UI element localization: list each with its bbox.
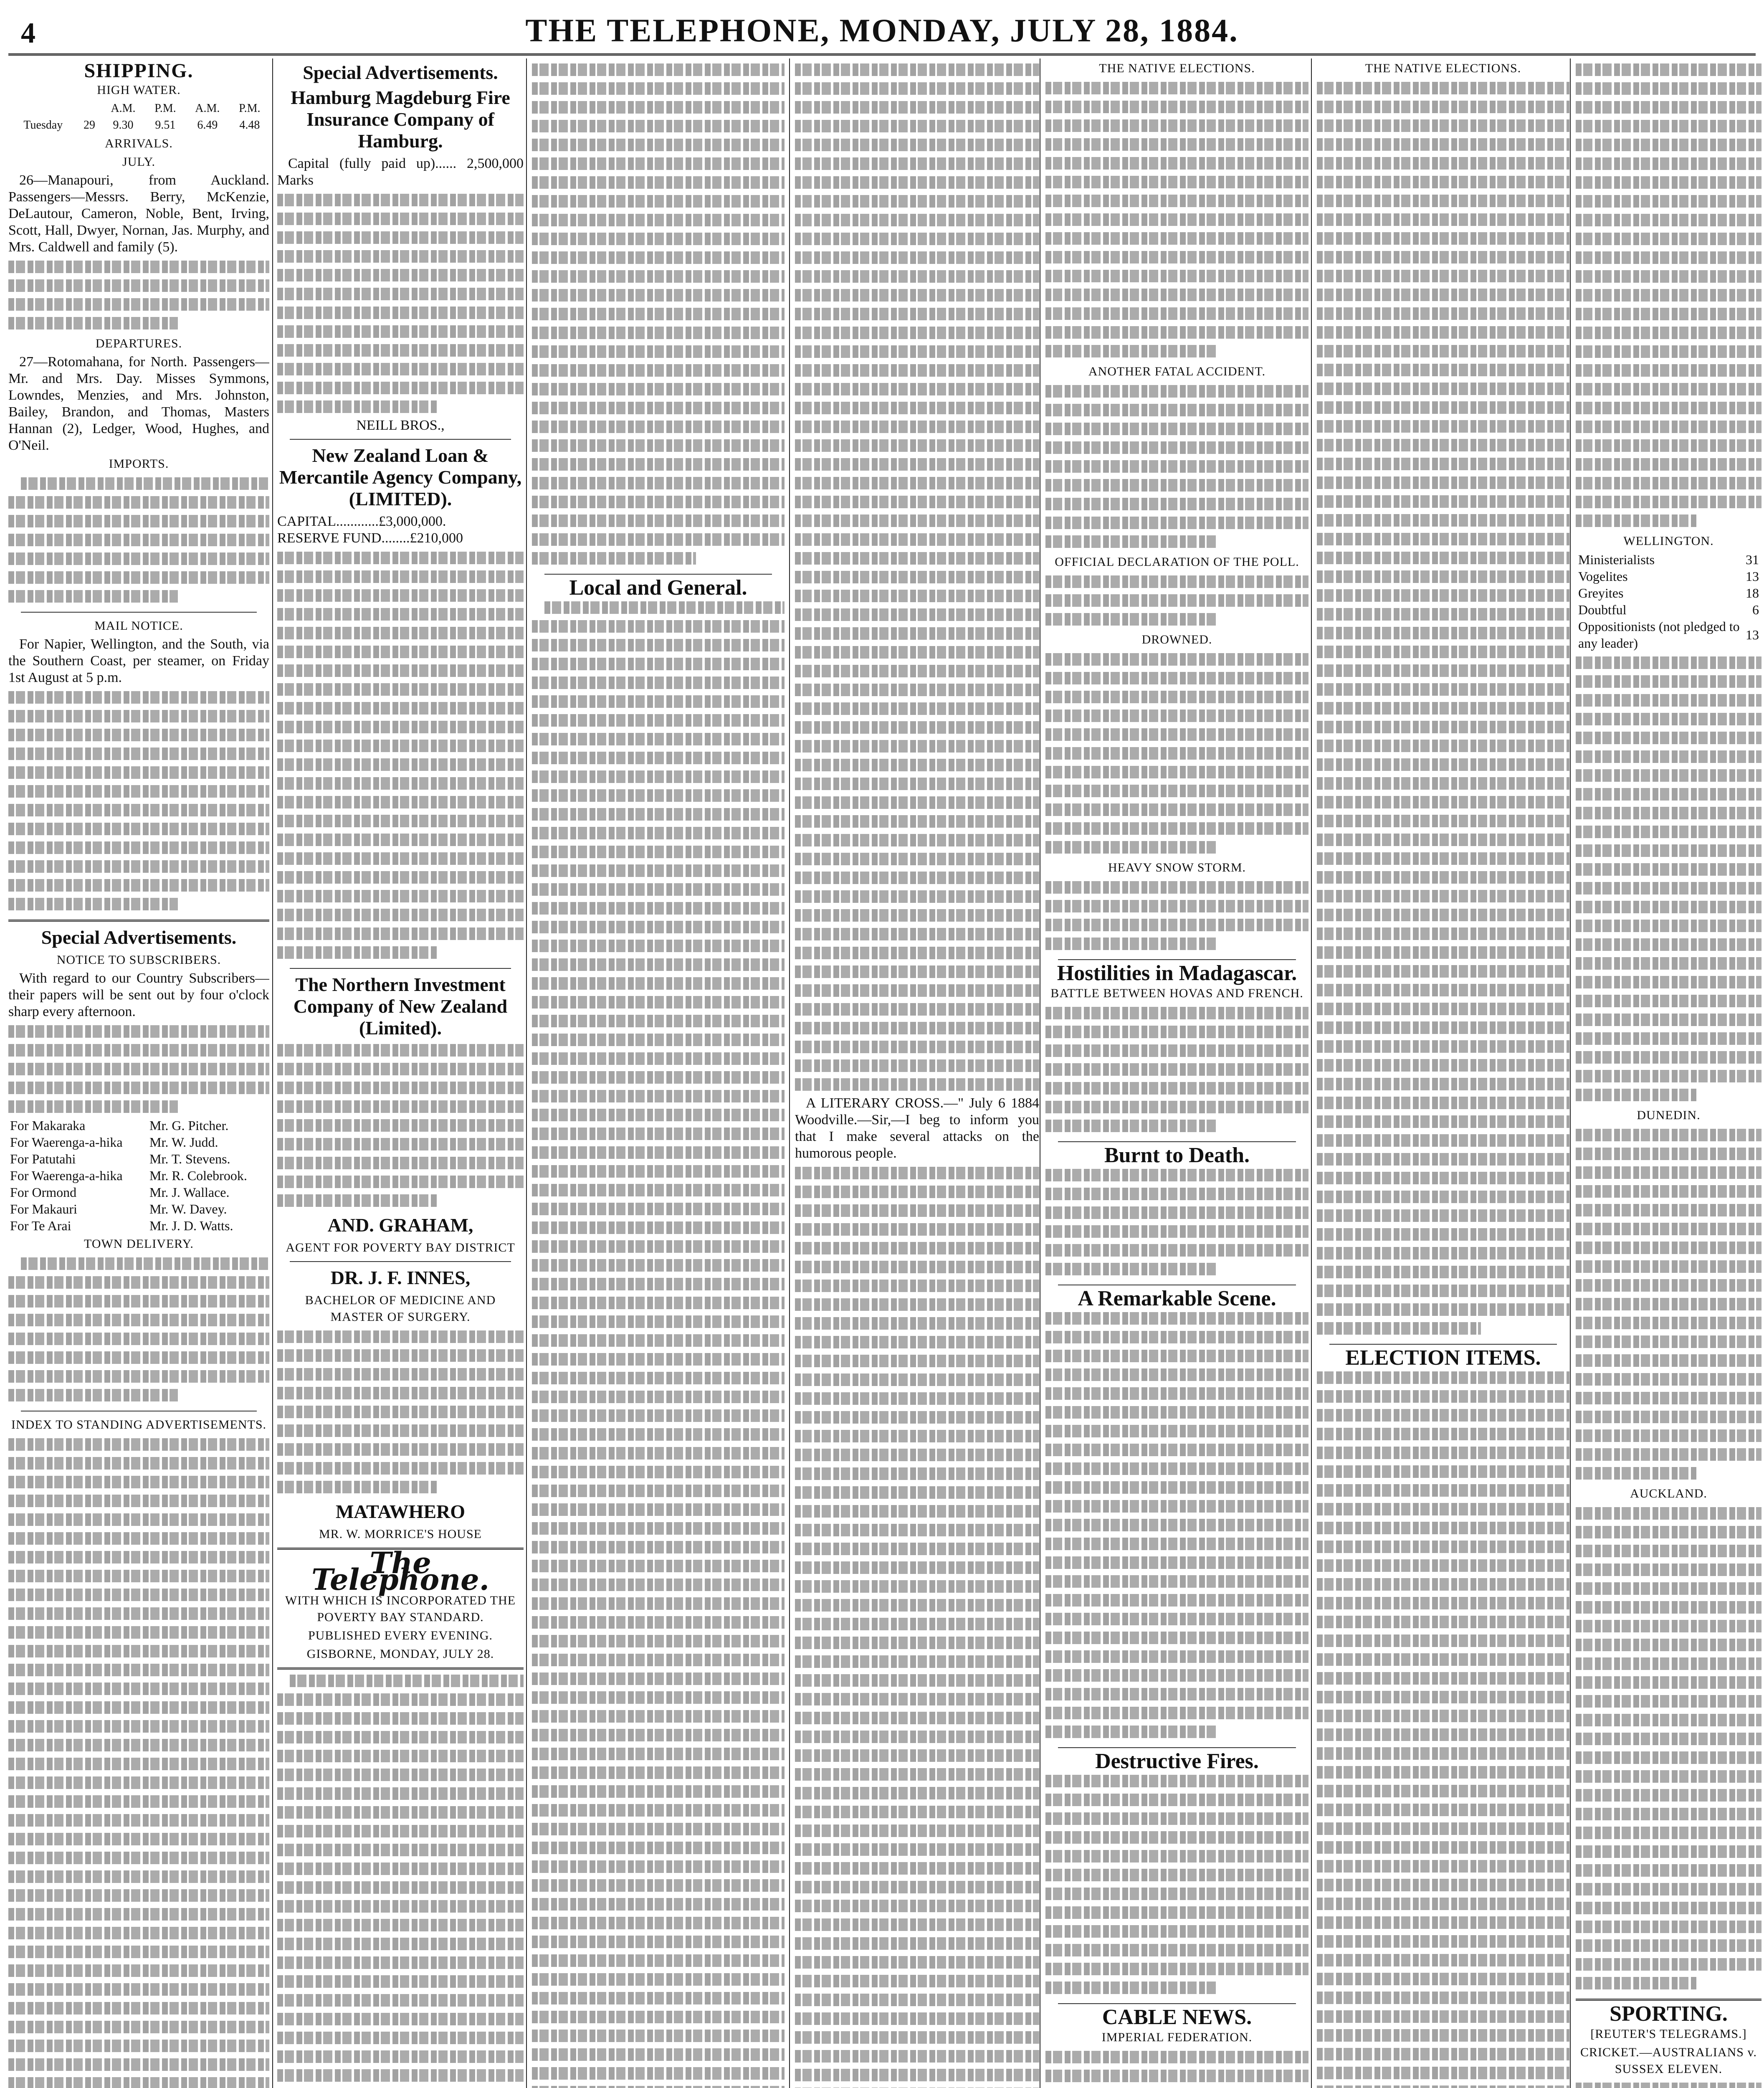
dunedin-heading: DUNEDIN. <box>1637 1108 1701 1122</box>
special-ads-heading: Special Advertisements. <box>41 927 237 948</box>
logo-subtitle: WITH WHICH IS INCORPORATED THE POVERTY BAY STANDARD. <box>285 1594 516 1624</box>
column-3 <box>526 58 785 2088</box>
sporting-heading: SPORTING. <box>1610 2002 1728 2026</box>
party-row: Vogelites 13 <box>1578 569 1759 584</box>
page-number: 4 <box>21 17 35 49</box>
battle-subheading: BATTLE BETWEEN HOVAS AND FRENCH. <box>1050 986 1303 1000</box>
capital-line: CAPITAL............£3,000,000. <box>277 514 446 529</box>
snowstorm-lines <box>1045 881 1308 954</box>
column-6-top-lines <box>1317 82 1569 1339</box>
departures-text: 27—Rotomahana, for North. Passengers—Mr. and Mrs. Day. Misses Symmons, Lowndes, Menzies, and Mrs. Johnston, Bailey, Brandon, and Thomas, Masters Hannan (2), Ledger, Wood, Hughes, and O'Neil. <box>8 354 269 453</box>
agent-row: For Makauri Mr. W. Davey. <box>10 1201 227 1216</box>
editorial-continued-lines <box>532 63 785 569</box>
cable-news-heading: CABLE NEWS. <box>1102 2005 1252 2029</box>
nz-loan-lines <box>277 552 524 963</box>
arrivals-heading: ARRIVALS. <box>105 137 173 150</box>
double-rule <box>8 920 269 922</box>
departures-heading: DEPARTURES. <box>95 337 182 350</box>
agent-row: For Waerenga-a-hika Mr. R. Colebrook. <box>10 1168 247 1183</box>
northern-lines <box>277 1044 524 1211</box>
party-numbers-table <box>1576 551 1761 651</box>
notice-lines <box>8 1025 269 1117</box>
hostilities-heading: Hostilities in Madagascar. <box>1057 961 1297 985</box>
tide-row: Tuesday 29 9.30 9.51 6.49 4.48 <box>23 119 260 132</box>
election-items-lines <box>1317 1371 1569 2088</box>
hamburg-capital: Capital (fully paid up)...... 2,500,000 Marks <box>277 156 524 188</box>
agents-table <box>8 1117 269 1234</box>
column-4 <box>789 58 1039 2088</box>
town-delivery-lines <box>8 1257 269 1406</box>
telephone-logo: The Telephone. <box>311 1546 490 1597</box>
election-items-heading: ELECTION ITEMS. <box>1345 1346 1541 1370</box>
newspaper-title: THE TELEPHONE, MONDAY, JULY 28, 1884. <box>525 12 1239 48</box>
drowned-lines <box>1045 653 1308 858</box>
index-lines <box>8 1438 269 2088</box>
remarkable-lines <box>1045 1312 1308 1742</box>
column-4-lines <box>795 1167 1039 2088</box>
destructive-lines <box>1045 1775 1308 1998</box>
andgraham-name: AND. GRAHAM, <box>327 1214 473 1236</box>
reuters-label: [REUTER'S TELEGRAMS.] <box>1590 2027 1747 2041</box>
imports-heading: IMPORTS. <box>109 457 169 471</box>
declaration-of-poll-heading: OFFICIAL DECLARATION OF THE POLL. <box>1055 555 1299 569</box>
heavy-snow-storm-heading: HEAVY SNOW STORM. <box>1108 861 1246 874</box>
burnt-to-death-heading: Burnt to Death. <box>1104 1143 1250 1167</box>
remarkable-scene-heading: A Remarkable Scene. <box>1078 1287 1276 1310</box>
tide-table <box>8 100 269 134</box>
drowned-heading: DROWNED. <box>1141 633 1212 646</box>
divider <box>1329 1344 1557 1345</box>
arrivals-month: JULY. <box>122 155 155 169</box>
agent-row: For Ormond Mr. J. Wallace. <box>10 1185 230 1200</box>
party-row: Greyites 18 <box>1578 585 1759 601</box>
agent-row: For Makaraka Mr. G. Pitcher. <box>10 1118 229 1133</box>
another-fatal-lines <box>1045 385 1308 552</box>
doctor-name: DR. J. F. INNES, <box>330 1267 471 1288</box>
double-rule <box>1576 1999 1761 2001</box>
party-row: Oppositionists (not pledged to any leader) 13 <box>1578 619 1759 651</box>
special-ads-heading-2: Special Advertisements. <box>303 62 498 83</box>
divider <box>544 574 772 575</box>
column-6 <box>1311 58 1569 2088</box>
published-line: PUBLISHED EVERY EVENING. <box>308 1629 493 1642</box>
destructive-fires-heading: Destructive Fires. <box>1095 1749 1259 1773</box>
matawhero: MATAWHERO <box>335 1501 466 1522</box>
column-7-top-lines <box>1576 63 1761 531</box>
native-elections-lines <box>1045 82 1308 362</box>
literary-cross-text: A LITERARY CROSS.—" July 6 1884 Woodville.—Sir,—I beg to inform you that I make several attacks on the humorous people. <box>795 1095 1039 1161</box>
editorial-lines <box>277 1675 524 2088</box>
notice-subscribers-heading: NOTICE TO SUBSCRIBERS. <box>56 953 221 967</box>
native-elections-2-heading: THE NATIVE ELECTIONS. <box>1365 61 1521 75</box>
local-general-lines <box>532 601 785 2088</box>
mail-notice-heading: MAIL NOTICE. <box>94 619 183 633</box>
divider <box>290 1261 511 1262</box>
andgraham-sub: AGENT FOR POVERTY BAY DISTRICT <box>286 1241 515 1254</box>
shipping-heading: SHIPPING. <box>84 60 194 82</box>
agent-name: NEILL BROS., <box>356 418 445 433</box>
notice-subscribers-text: With regard to our Country Subscribers—their papers will be sent out by four o'clock sharp every afternoon. <box>8 971 269 1019</box>
hamburg-lines <box>277 194 524 417</box>
northern-investment-heading: The Northern Investment Company of New Zealand (Limited). <box>293 974 508 1039</box>
cricket-heading: CRICKET.—AUSTRALIANS v. SUSSEX ELEVEN. <box>1580 2045 1757 2076</box>
declaration-lines <box>1045 575 1308 630</box>
agent-row: For Waerenga-a-hika Mr. W. Judd. <box>10 1135 218 1150</box>
local-general-continued-lines <box>795 63 1039 1095</box>
cricket-lines <box>1576 2083 1761 2088</box>
imports-text-lines <box>8 477 269 607</box>
high-water-label: HIGH WATER. <box>97 83 181 97</box>
auckland-heading: AUCKLAND. <box>1630 1487 1707 1500</box>
mail-notice-text: For Napier, Wellington, and the South, via the Southern Coast, per steamer, on Friday 1st August at 5 p.m. <box>8 636 269 685</box>
tide-header-row: A.M. P.M. A.M. P.M. <box>111 102 261 115</box>
hamburg-insurance-heading: Hamburg Magdeburg Fire Insurance Company of Hamburg. <box>291 87 510 152</box>
arrivals-text: 26—Manapouri, from Auckland. Passengers—Messrs. Berry, McKenzie, DeLautour, Cameron, Noble, Bent, Irving, Scott, Hall, Dwyer, Nornan, Jas. Murphy, and Mrs. Caldwell and family (5). <box>8 172 269 255</box>
double-rule <box>277 1667 524 1670</box>
index-heading: INDEX TO STANDING ADVERTISEMENTS. <box>11 1418 266 1432</box>
local-general-heading: Local and General. <box>569 576 747 600</box>
divider <box>1058 959 1296 960</box>
wellington-lines <box>1576 656 1761 1105</box>
reserve-line: RESERVE FUND........£210,000 <box>277 530 463 546</box>
doctor-sub: BACHELOR OF MEDICINE AND MASTER OF SURGERY. <box>305 1293 496 1324</box>
party-row: Doubtful 6 <box>1578 602 1759 617</box>
masthead <box>8 0 1756 58</box>
divider <box>1058 1747 1296 1748</box>
column-7 <box>1570 58 1761 2088</box>
mail-notice-lines <box>8 691 269 915</box>
imperial-federation-heading: IMPERIAL FEDERATION. <box>1101 2030 1253 2044</box>
column-2 <box>272 58 524 2088</box>
newspaper-page <box>8 0 1759 2088</box>
morrice-house: MR. W. MORRICE'S HOUSE <box>319 1527 482 1541</box>
masthead-rule <box>8 53 1756 56</box>
divider <box>1058 2003 1296 2004</box>
divider <box>290 968 511 969</box>
native-elections-heading: THE NATIVE ELECTIONS. <box>1099 61 1255 75</box>
arrivals-text-lines <box>8 261 269 334</box>
dateline: GISBORNE, MONDAY, JULY 28. <box>306 1647 494 1661</box>
burnt-lines <box>1045 1169 1308 1280</box>
divider <box>21 612 257 613</box>
nz-loan-heading: New Zealand Loan & Mercantile Agency Company, (LIMITED). <box>279 445 522 509</box>
column-5 <box>1040 58 1308 2088</box>
party-row: Ministerialists 31 <box>1578 552 1759 567</box>
doctor-lines <box>277 1330 524 1498</box>
imperial-lines <box>1045 2051 1308 2088</box>
another-fatal-accident-heading: ANOTHER FATAL ACCIDENT. <box>1088 365 1266 378</box>
agent-row: For Te Arai Mr. J. D. Watts. <box>10 1218 233 1233</box>
column-1 <box>8 58 269 2088</box>
dunedin-lines <box>1576 1129 1761 1484</box>
divider <box>290 439 511 440</box>
wellington-heading: WELLINGTON. <box>1623 534 1714 548</box>
town-delivery-heading: TOWN DELIVERY. <box>84 1237 194 1251</box>
hostilities-lines <box>1045 1007 1308 1136</box>
divider <box>1058 1141 1296 1142</box>
agent-row: For Patutahi Mr. T. Stevens. <box>10 1151 230 1166</box>
auckland-lines <box>1576 1507 1761 1994</box>
